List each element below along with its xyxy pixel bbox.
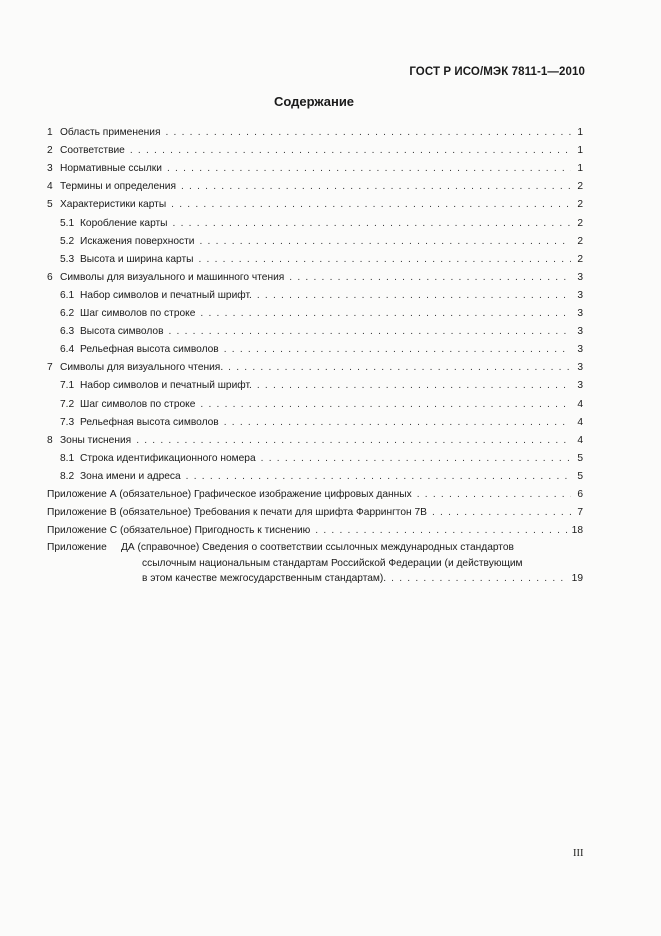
leader-dots <box>417 489 571 501</box>
section-number: 7 <box>47 362 53 374</box>
toc-entry[interactable] <box>47 121 583 139</box>
toc-entry[interactable] <box>47 193 583 211</box>
page-number: III <box>573 848 584 859</box>
table-of-contents <box>47 121 583 587</box>
section-title: Соответствие <box>60 145 125 157</box>
section-title: Символы для визуального чтения. <box>60 362 224 374</box>
leader-dots <box>181 181 571 193</box>
section-title: Высота и ширина карты <box>80 253 194 265</box>
toc-entry[interactable] <box>47 374 583 392</box>
toc-entry[interactable] <box>47 447 583 465</box>
page-reference: 3 <box>577 308 583 320</box>
page-reference: 2 <box>577 217 583 229</box>
page-reference: 2 <box>577 235 583 247</box>
leader-dots <box>130 145 571 157</box>
section-number: 5 <box>47 199 53 211</box>
appendix-title-line3: в этом качестве межгосударственным стандартам). <box>142 573 387 585</box>
page-reference: 1 <box>577 163 583 175</box>
page-reference: 2 <box>577 253 583 265</box>
page-reference: 5 <box>577 470 583 482</box>
toc-entry[interactable] <box>47 429 583 447</box>
leader-dots <box>224 344 571 356</box>
toc-entry[interactable] <box>47 338 583 356</box>
section-title: Рельефная высота символов <box>80 344 219 356</box>
section-title: Термины и определения <box>60 181 176 193</box>
section-number: 8.2 <box>60 470 75 482</box>
section-title: Шаг символов по строке <box>80 308 196 320</box>
page-reference: 19 <box>571 573 583 585</box>
page-reference: 18 <box>571 525 583 537</box>
section-number: 5.2 <box>60 235 75 247</box>
section-title: Характеристики карты <box>60 199 167 211</box>
toc-entry[interactable] <box>47 157 583 175</box>
leader-dots <box>257 290 571 302</box>
toc-entry[interactable] <box>47 139 583 157</box>
appendix-title-line1: ДА (справочное) Сведения о соответствии ссылочных международных стандартов <box>121 542 514 554</box>
toc-section-list <box>47 121 583 483</box>
leader-dots <box>200 308 571 320</box>
section-number: 8.1 <box>60 452 75 464</box>
page-reference: 6 <box>577 488 583 500</box>
page-reference: 1 <box>577 145 583 157</box>
appendix-prefix: Приложение <box>47 507 107 519</box>
section-number: 4 <box>47 181 53 193</box>
leader-dots <box>257 380 571 392</box>
appendix-title: А (обязательное) Графическое изображение цифровых данных <box>109 488 412 500</box>
section-number: 7.1 <box>60 380 75 392</box>
standard-code: ГОСТ Р ИСО/МЭК 7811-1—2010 <box>409 66 585 78</box>
leader-dots <box>228 362 571 374</box>
leader-dots <box>165 127 571 139</box>
toc-entry[interactable] <box>47 175 583 193</box>
toc-entry[interactable] <box>47 266 583 284</box>
section-number: 6.3 <box>60 326 75 338</box>
toc-appendix-list <box>47 483 583 537</box>
section-title: Набор символов и печатный шрифт. <box>80 289 252 301</box>
toc-appendix-entry[interactable] <box>47 519 583 537</box>
section-number: 6 <box>47 271 53 283</box>
toc-entry[interactable] <box>47 465 583 483</box>
page-reference: 2 <box>577 199 583 211</box>
leader-dots <box>186 471 571 483</box>
section-title: Искажения поверхности <box>80 235 195 247</box>
section-title: Набор символов и печатный шрифт. <box>80 380 252 392</box>
toc-entry[interactable] <box>47 411 583 429</box>
page-reference: 3 <box>577 344 583 356</box>
section-title: Символы для визуального и машинного чтения <box>60 271 285 283</box>
section-number: 7.2 <box>60 398 75 410</box>
page-reference: 4 <box>577 434 583 446</box>
page-reference: 3 <box>577 362 583 374</box>
toc-entry[interactable] <box>47 320 583 338</box>
section-number: 5.1 <box>60 217 75 229</box>
section-number: 7.3 <box>60 416 75 428</box>
leader-dots <box>168 326 571 338</box>
section-title: Нормативные ссылки <box>60 163 162 175</box>
leader-dots <box>171 199 571 211</box>
appendix-prefix: Приложение <box>47 542 107 554</box>
section-title: Рельефная высота символов <box>80 416 219 428</box>
toc-entry[interactable] <box>47 248 583 266</box>
toc-entry[interactable] <box>47 211 583 229</box>
section-number: 8 <box>47 434 53 446</box>
leader-dots <box>167 163 571 175</box>
toc-entry[interactable] <box>47 392 583 410</box>
appendix-title: С (обязательное) Пригодность к тиснению <box>109 525 311 537</box>
appendix-prefix: Приложение <box>47 488 107 500</box>
page-reference: 4 <box>577 398 583 410</box>
section-title: Высота символов <box>80 326 164 338</box>
page-reference: 3 <box>577 380 583 392</box>
leader-dots <box>391 571 568 587</box>
toc-entry[interactable] <box>47 356 583 374</box>
section-title: Область применения <box>60 127 161 139</box>
leader-dots <box>261 453 571 465</box>
section-number: 2 <box>47 145 53 157</box>
appendix-title: В (обязательное) Требования к печати для шрифта Фаррингтон 7В <box>109 507 427 519</box>
section-title: Шаг символов по строке <box>80 398 196 410</box>
section-number: 1 <box>47 127 53 139</box>
toc-appendix-entry[interactable] <box>47 483 583 501</box>
leader-dots <box>224 417 571 429</box>
toc-entry[interactable] <box>47 230 583 248</box>
leader-dots <box>199 236 571 248</box>
section-title: Коробление карты <box>80 217 168 229</box>
page-reference: 3 <box>577 289 583 301</box>
page-reference: 5 <box>577 452 583 464</box>
page-reference: 2 <box>577 181 583 193</box>
leader-dots <box>315 525 567 537</box>
section-number: 6.2 <box>60 308 75 320</box>
page-reference: 4 <box>577 416 583 428</box>
page-reference: 3 <box>577 271 583 283</box>
section-title: Строка идентификационного номера <box>80 452 256 464</box>
leader-dots <box>136 435 571 447</box>
leader-dots <box>173 218 571 230</box>
toc-entry[interactable] <box>47 284 583 302</box>
section-number: 3 <box>47 163 53 175</box>
page-reference: 3 <box>577 326 583 338</box>
leader-dots <box>432 507 571 519</box>
toc-appendix-da[interactable] <box>47 540 583 587</box>
section-title: Зоны тиснения <box>60 434 132 446</box>
leader-dots <box>198 254 571 266</box>
page-title: Содержание <box>273 94 355 109</box>
appendix-prefix: Приложение <box>47 525 107 537</box>
leader-dots <box>289 272 571 284</box>
toc-appendix-entry[interactable] <box>47 501 583 519</box>
page-reference: 1 <box>577 127 583 139</box>
leader-dots <box>200 399 571 411</box>
toc-entry[interactable] <box>47 302 583 320</box>
section-title: Зона имени и адреса <box>80 470 181 482</box>
section-number: 5.3 <box>60 253 75 265</box>
section-number: 6.4 <box>60 344 75 356</box>
section-number: 6.1 <box>60 289 75 301</box>
page-reference: 7 <box>577 507 583 519</box>
appendix-title-line2: ссылочным национальным стандартам Российской Федерации (и действующим <box>142 557 523 569</box>
